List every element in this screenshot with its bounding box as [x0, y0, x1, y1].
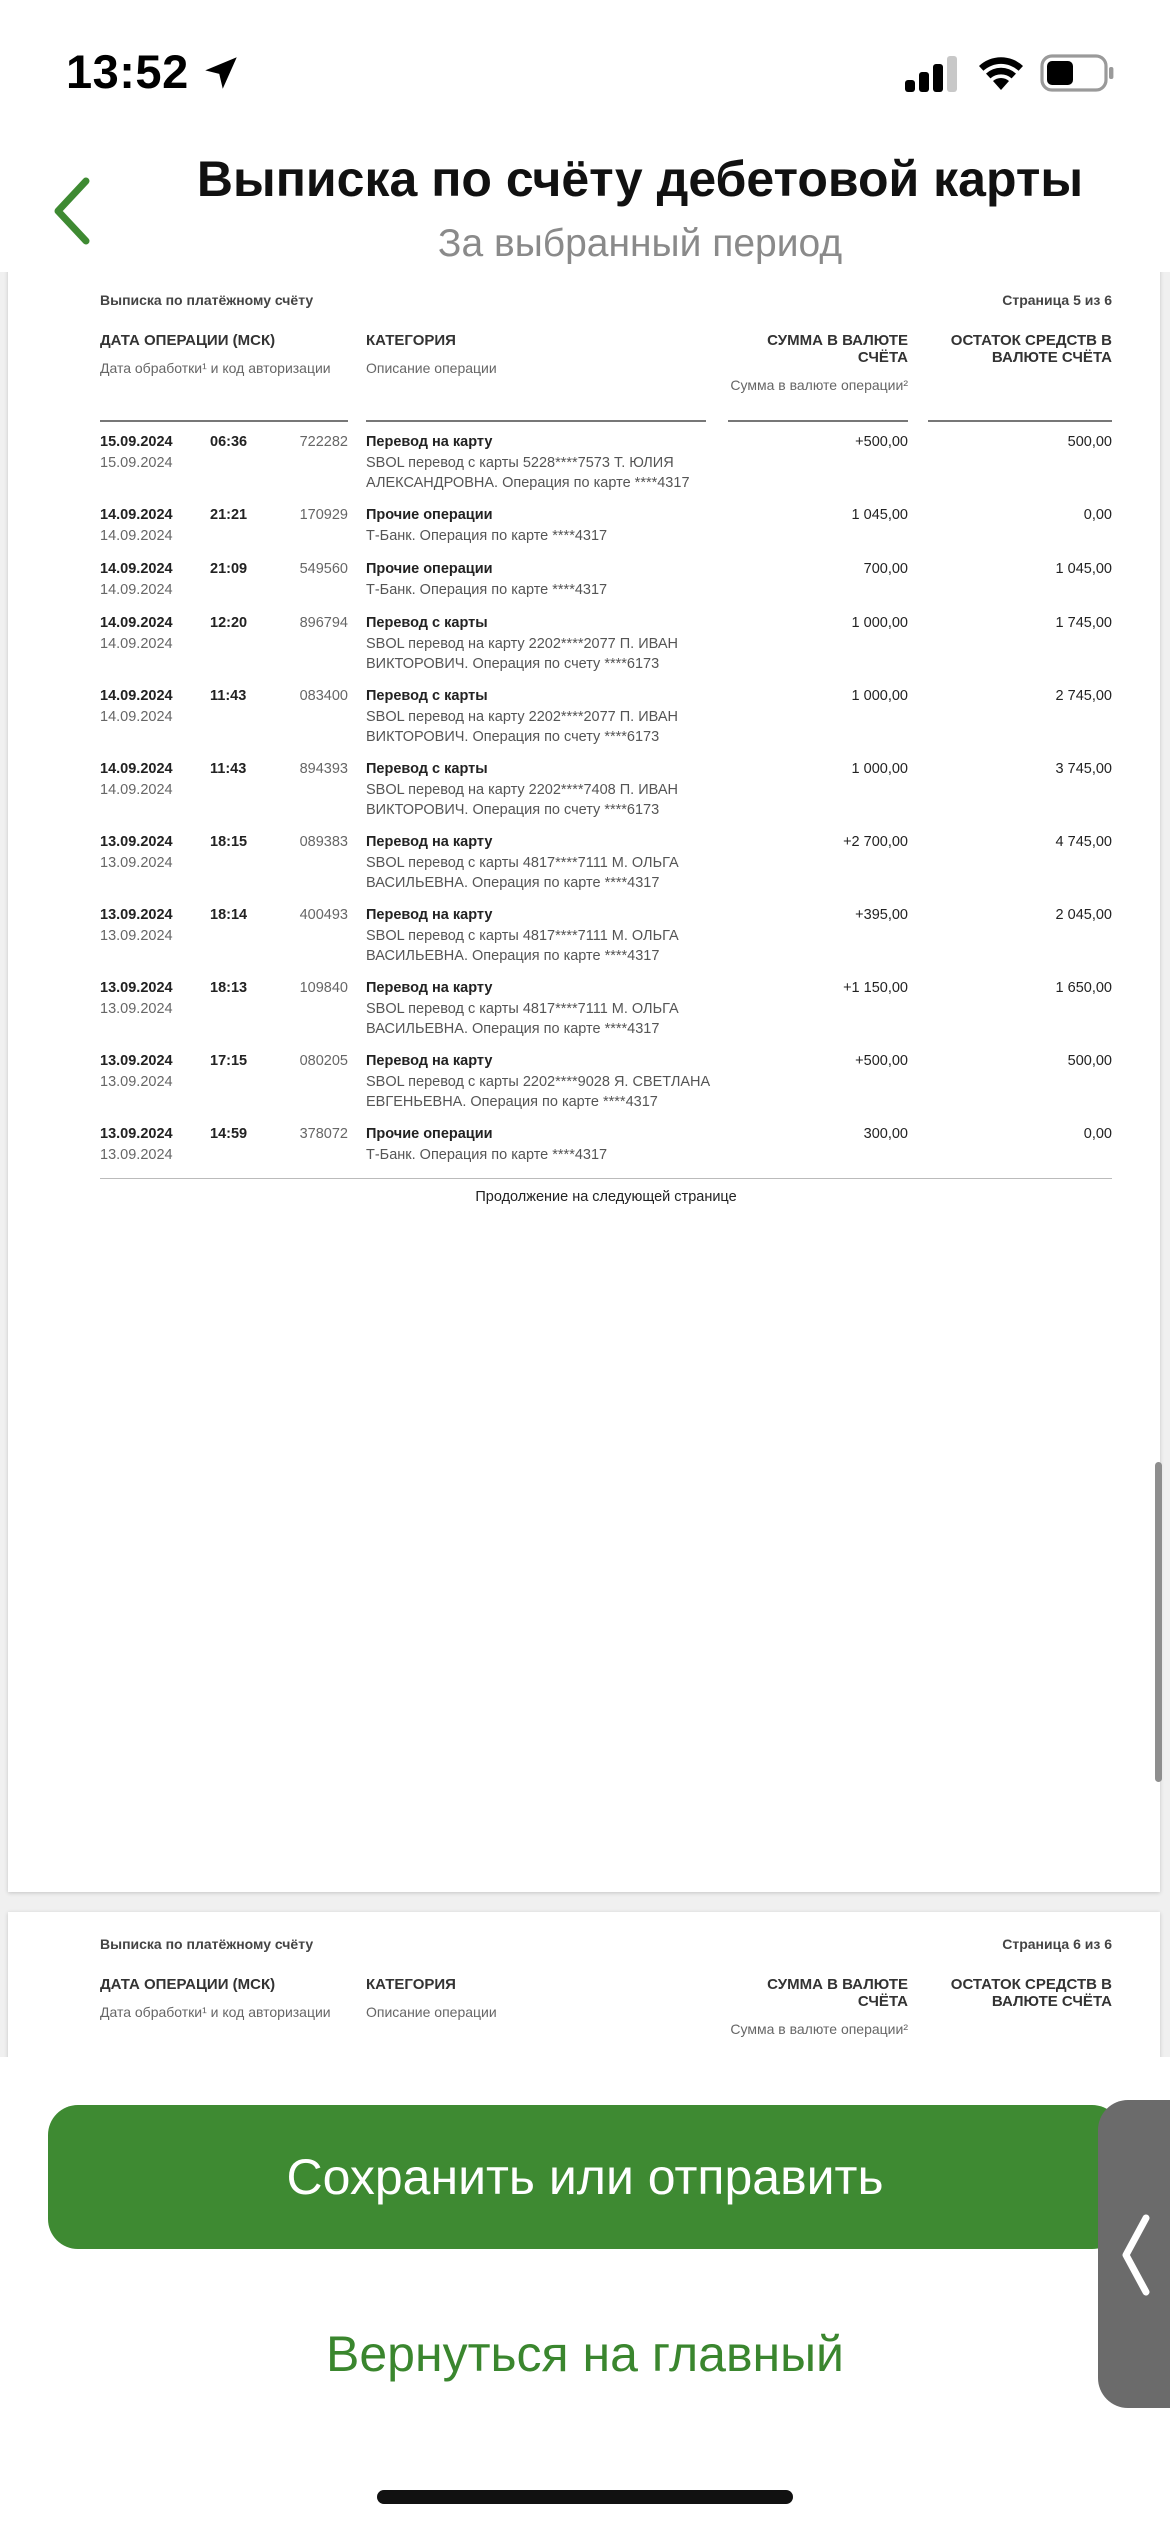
tx-balance: 1 650,00 — [1055, 980, 1112, 996]
tx-description: SBOL перевод с карты 4817****7111 М. ОЛЬГА ВАСИЛЬЕВНА. Операция по карте ****4317 — [366, 855, 679, 891]
tx-auth-code: 170929 — [299, 507, 348, 523]
table-row — [100, 559, 1112, 613]
tx-auth-code: 400493 — [299, 907, 348, 923]
tx-auth-code: 083400 — [299, 688, 348, 704]
tx-amount: 700,00 — [863, 561, 908, 577]
scrollbar[interactable] — [1155, 1462, 1162, 1782]
tx-time: 06:36 — [210, 434, 248, 450]
return-home-button[interactable]: Вернуться на главный — [326, 2326, 844, 2382]
tx-date: 14.09.2024 — [100, 688, 173, 704]
location-arrow-icon — [200, 52, 242, 94]
tx-category: Перевод на карту — [366, 1053, 493, 1069]
tx-category: Перевод с карты — [366, 615, 488, 631]
tx-date: 13.09.2024 — [100, 980, 173, 996]
tx-processing-date: 13.09.2024 — [100, 928, 173, 944]
tx-time: 11:43 — [210, 761, 247, 777]
tx-category: Прочие операции — [366, 507, 493, 523]
tx-time: 18:13 — [210, 980, 248, 996]
col-category: КАТЕГОРИЯ Описание операции — [366, 332, 497, 376]
page-header — [100, 292, 1112, 308]
tx-category: Перевод на карту — [366, 980, 493, 996]
list-divider — [100, 1178, 1112, 1179]
tx-category: Перевод с карты — [366, 761, 488, 777]
col-balance: ОСТАТОК СРЕДСТВ В ВАЛЮТЕ СЧЁТА — [950, 1976, 1112, 2010]
table-row — [100, 613, 1112, 686]
tx-time: 18:15 — [210, 834, 248, 850]
col-date: ДАТА ОПЕРАЦИИ (МСК) Дата обработки¹ и код авторизации — [100, 1976, 331, 2020]
tx-time: 21:09 — [210, 561, 248, 577]
cellular-signal-icon — [905, 56, 961, 94]
tx-amount: 1 000,00 — [851, 615, 908, 631]
tx-amount: +1 150,00 — [843, 980, 908, 996]
tx-amount: +2 700,00 — [843, 834, 908, 850]
tx-processing-date: 13.09.2024 — [100, 1001, 173, 1017]
tx-category: Прочие операции — [366, 1126, 493, 1142]
tx-description: SBOL перевод на карту 2202****7408 П. ИВАН ВИКТОРОВИЧ. Операция по счету ****6173 — [366, 782, 678, 818]
tx-processing-date: 13.09.2024 — [100, 1074, 173, 1090]
tx-time: 18:14 — [210, 907, 248, 923]
side-panel-tab[interactable] — [1098, 2100, 1170, 2408]
tx-balance: 1 045,00 — [1055, 561, 1112, 577]
tx-balance: 500,00 — [1067, 1053, 1112, 1069]
col-balance: ОСТАТОК СРЕДСТВ В ВАЛЮТЕ СЧЁТА — [950, 332, 1112, 366]
tx-time: 11:43 — [210, 688, 247, 704]
table-row — [100, 686, 1112, 759]
tx-amount: +500,00 — [855, 434, 908, 450]
tx-time: 12:20 — [210, 615, 248, 631]
table-row — [100, 505, 1112, 559]
column-headers — [100, 1976, 1112, 2057]
tx-processing-date: 14.09.2024 — [100, 582, 173, 598]
page-header — [100, 1936, 1112, 1952]
statement-page-5 — [8, 272, 1160, 1892]
tx-processing-date: 13.09.2024 — [100, 1147, 173, 1163]
tx-balance: 3 745,00 — [1055, 761, 1112, 777]
page-content — [100, 1936, 1112, 2057]
tx-auth-code: 089383 — [299, 834, 348, 850]
tx-processing-date: 14.09.2024 — [100, 782, 173, 798]
page-content — [100, 292, 1112, 1205]
nav-header — [0, 140, 1170, 280]
tx-processing-date: 14.09.2024 — [100, 528, 173, 544]
tx-amount: 1 045,00 — [851, 507, 908, 523]
table-row — [100, 978, 1112, 1051]
tx-balance: 2 045,00 — [1055, 907, 1112, 923]
tx-auth-code: 378072 — [299, 1126, 348, 1142]
tx-auth-code: 894393 — [299, 761, 348, 777]
tx-date: 14.09.2024 — [100, 615, 173, 631]
page-number: Страница 5 из 6 — [1002, 292, 1112, 308]
tx-description: SBOL перевод с карты 4817****7111 М. ОЛЬГА ВАСИЛЬЕВНА. Операция по карте ****4317 — [366, 928, 679, 964]
tx-date: 15.09.2024 — [100, 434, 173, 450]
transaction-list — [100, 432, 1112, 1178]
table-row — [100, 759, 1112, 832]
tx-description: SBOL перевод на карту 2202****2077 П. ИВАН ВИКТОРОВИЧ. Операция по счету ****6173 — [366, 709, 678, 745]
tx-processing-date: 15.09.2024 — [100, 455, 173, 471]
tx-date: 13.09.2024 — [100, 1053, 173, 1069]
continued-note: Продолжение на следующей странице — [475, 1189, 737, 1205]
wifi-icon — [975, 52, 1027, 92]
tx-description: SBOL перевод на карту 2202****2077 П. ИВАН ВИКТОРОВИЧ. Операция по счету ****6173 — [366, 636, 678, 672]
tx-description: Т-Банк. Операция по карте ****4317 — [366, 582, 608, 598]
tx-balance: 2 745,00 — [1055, 688, 1112, 704]
status-time: 13:52 — [66, 45, 189, 98]
tx-auth-code: 722282 — [299, 434, 348, 450]
battery-icon — [1040, 54, 1116, 92]
tx-category: Перевод на карту — [366, 434, 493, 450]
col-amount: СУММА В ВАЛЮТЕ СЧЁТА Сумма в валюте операции² — [730, 332, 908, 393]
tx-balance: 4 745,00 — [1055, 834, 1112, 850]
column-headers — [100, 332, 1112, 422]
home-indicator — [377, 2490, 793, 2504]
tx-category: Перевод на карту — [366, 907, 493, 923]
tx-amount: +500,00 — [855, 1053, 908, 1069]
status-bar — [0, 0, 1170, 140]
tx-description: SBOL перевод с карты 4817****7111 М. ОЛЬГА ВАСИЛЬЕВНА. Операция по карте ****4317 — [366, 1001, 679, 1037]
statement-page-6 — [8, 1912, 1160, 2057]
tx-date: 14.09.2024 — [100, 761, 173, 777]
col-category: КАТЕГОРИЯ Описание операции — [366, 1976, 497, 2020]
table-row — [100, 432, 1112, 505]
tx-category: Перевод с карты — [366, 688, 488, 704]
tx-balance: 0,00 — [1083, 1126, 1112, 1142]
tx-date: 13.09.2024 — [100, 1126, 173, 1142]
tx-date: 14.09.2024 — [100, 507, 173, 523]
tx-processing-date: 14.09.2024 — [100, 636, 173, 652]
tx-processing-date: 13.09.2024 — [100, 855, 173, 871]
page-title: Выписка по счёту дебетовой карты — [196, 151, 1084, 207]
tx-description: Т-Банк. Операция по карте ****4317 — [366, 528, 608, 544]
tx-balance: 1 745,00 — [1055, 615, 1112, 631]
tx-amount: 1 000,00 — [851, 688, 908, 704]
tx-time: 14:59 — [210, 1126, 248, 1142]
save-or-send-button[interactable]: Сохранить или отправить — [48, 2105, 1122, 2249]
page-number: Страница 6 из 6 — [1002, 1936, 1112, 1952]
tx-processing-date: 14.09.2024 — [100, 709, 173, 725]
table-row — [100, 1051, 1112, 1124]
table-row — [100, 832, 1112, 905]
tx-amount: +395,00 — [855, 907, 908, 923]
doc-title: Выписка по платёжному счёту — [100, 1936, 314, 1952]
bottom-actions — [0, 2057, 1170, 2532]
tx-auth-code: 080205 — [299, 1053, 348, 1069]
chevron-left-icon — [1118, 2212, 1152, 2298]
tx-category: Перевод на карту — [366, 834, 493, 850]
tx-auth-code: 549560 — [299, 561, 348, 577]
page-subtitle: За выбранный период — [437, 222, 843, 265]
tx-auth-code: 896794 — [299, 615, 348, 631]
tx-time: 17:15 — [210, 1053, 248, 1069]
col-amount: СУММА В ВАЛЮТЕ СЧЁТА Сумма в валюте операции² — [730, 1976, 908, 2037]
tx-description: SBOL перевод с карты 5228****7573 Т. ЮЛИЯ АЛЕКСАНДРОВНА. Операция по карте ****4317 — [366, 455, 690, 491]
back-chevron-icon[interactable] — [48, 175, 94, 247]
table-row — [100, 905, 1112, 978]
tx-amount: 1 000,00 — [851, 761, 908, 777]
tx-description: Т-Банк. Операция по карте ****4317 — [366, 1147, 608, 1163]
tx-time: 21:21 — [210, 507, 248, 523]
tx-description: SBOL перевод с карты 2202****9028 Я. СВЕТЛАНА ЕВГЕНЬЕВНА. Операция по карте ****4317 — [366, 1074, 711, 1110]
tx-date: 13.09.2024 — [100, 834, 173, 850]
tx-date: 14.09.2024 — [100, 561, 173, 577]
tx-category: Прочие операции — [366, 561, 493, 577]
document-viewer[interactable] — [0, 272, 1170, 2057]
tx-balance: 500,00 — [1067, 434, 1112, 450]
tx-balance: 0,00 — [1083, 507, 1112, 523]
tx-auth-code: 109840 — [299, 980, 348, 996]
col-date: ДАТА ОПЕРАЦИИ (МСК) Дата обработки¹ и код авторизации — [100, 332, 331, 376]
tx-amount: 300,00 — [863, 1126, 908, 1142]
table-row — [100, 1124, 1112, 1178]
tx-date: 13.09.2024 — [100, 907, 173, 923]
doc-title: Выписка по платёжному счёту — [100, 292, 314, 308]
